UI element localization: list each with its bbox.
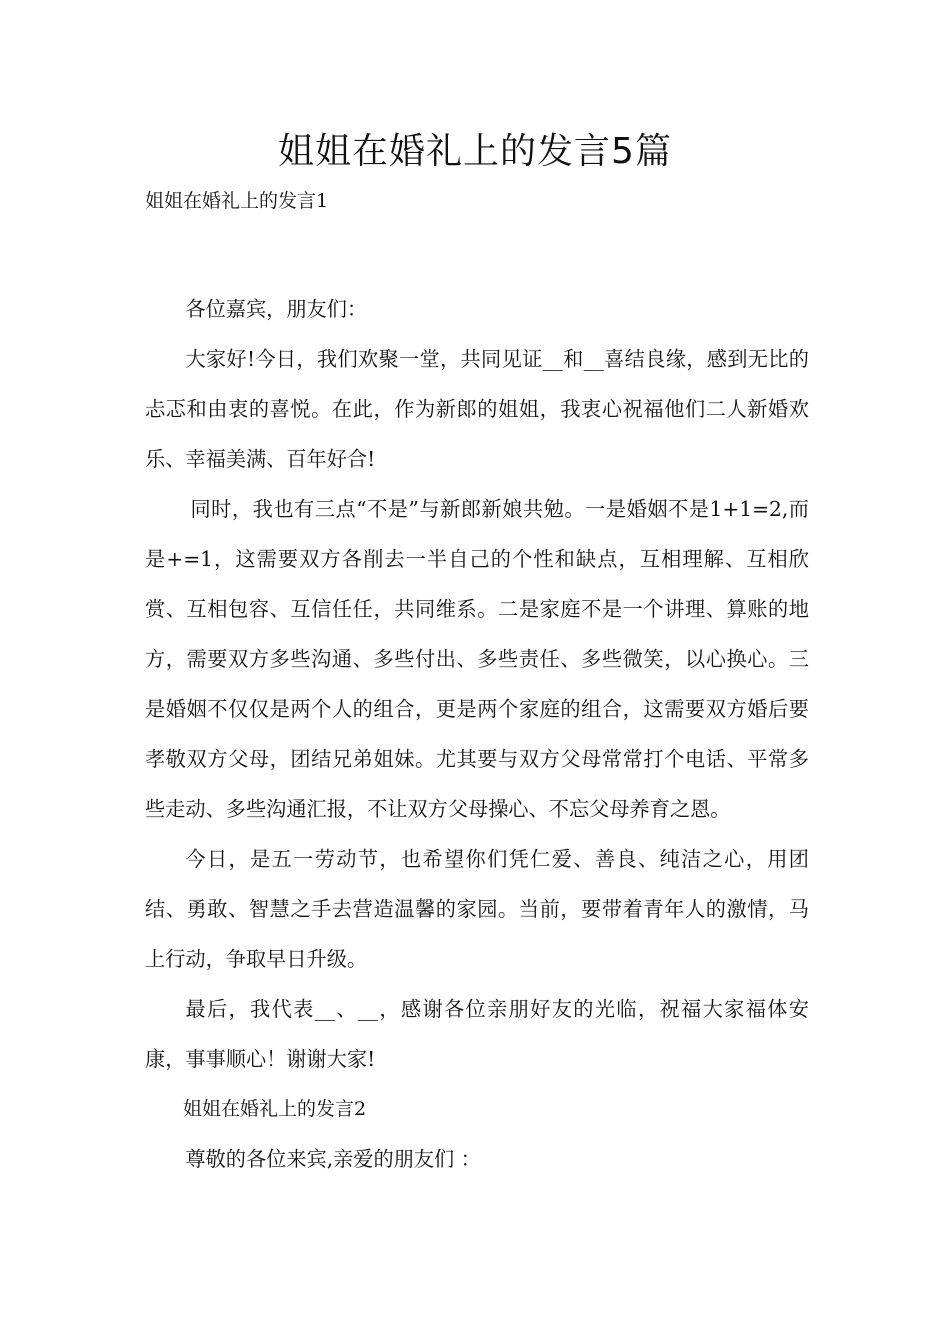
paragraph-greeting: 大家好!今日，我们欢聚一堂，共同见证__和__喜结良缘，感到无比的忐忑和由衷的喜悦。在此，作为新郎的姐姐，我衷心祝福他们二人新婚欢乐、幸福美满、百年好合!	[145, 347, 809, 471]
paragraph-section-2-salutation: 尊敬的各位来宾,亲爱的朋友们 ：	[185, 1147, 481, 1171]
document-body	[145, 284, 809, 1184]
paragraph-salutation: 各位嘉宾，朋友们：	[185, 297, 368, 321]
section-1-heading: 姐姐在婚礼上的发言1	[145, 190, 329, 212]
paragraph-labor-day: 今日，是五一劳动节，也希望你们凭仁爱、善良、纯洁之心，用团结、勇敢、智慧之手去营造温馨的家园。当前，要带着青年人的激情，马上行动，争取早日升级。	[145, 847, 809, 971]
section-2-heading: 姐姐在婚礼上的发言2	[183, 1098, 367, 1120]
document-title: 姐姐在婚礼上的发言5篇	[278, 131, 672, 172]
paragraph-closing: 最后，我代表__、__，感谢各位亲朋好友的光临，祝福大家福体安康，事事顺心！谢谢大家!	[145, 997, 809, 1071]
paragraph-three-points: 同时，我也有三点“不是”与新郎新娘共勉。一是婚姻不是1+1=2,而是+=1，这需要双方各削去一半自己的个性和缺点，互相理解、互相欣赏、互相包容、互信任任，共同维系。二是家庭不是一个讲理、算账的地方，需要双方多些沟通、多些付出、多些责任、多些微笑，以心换心。三是婚姻不仅仅是两个人的组合，更是两个家庭的组合，这需要双方婚后要孝敬双方父母，团结兄弟姐妹。尤其要与双方父母常常打个电话、平常多些走动、多些沟通汇报，不让双方父母操心、不忘父母养育之恩。	[145, 497, 809, 821]
